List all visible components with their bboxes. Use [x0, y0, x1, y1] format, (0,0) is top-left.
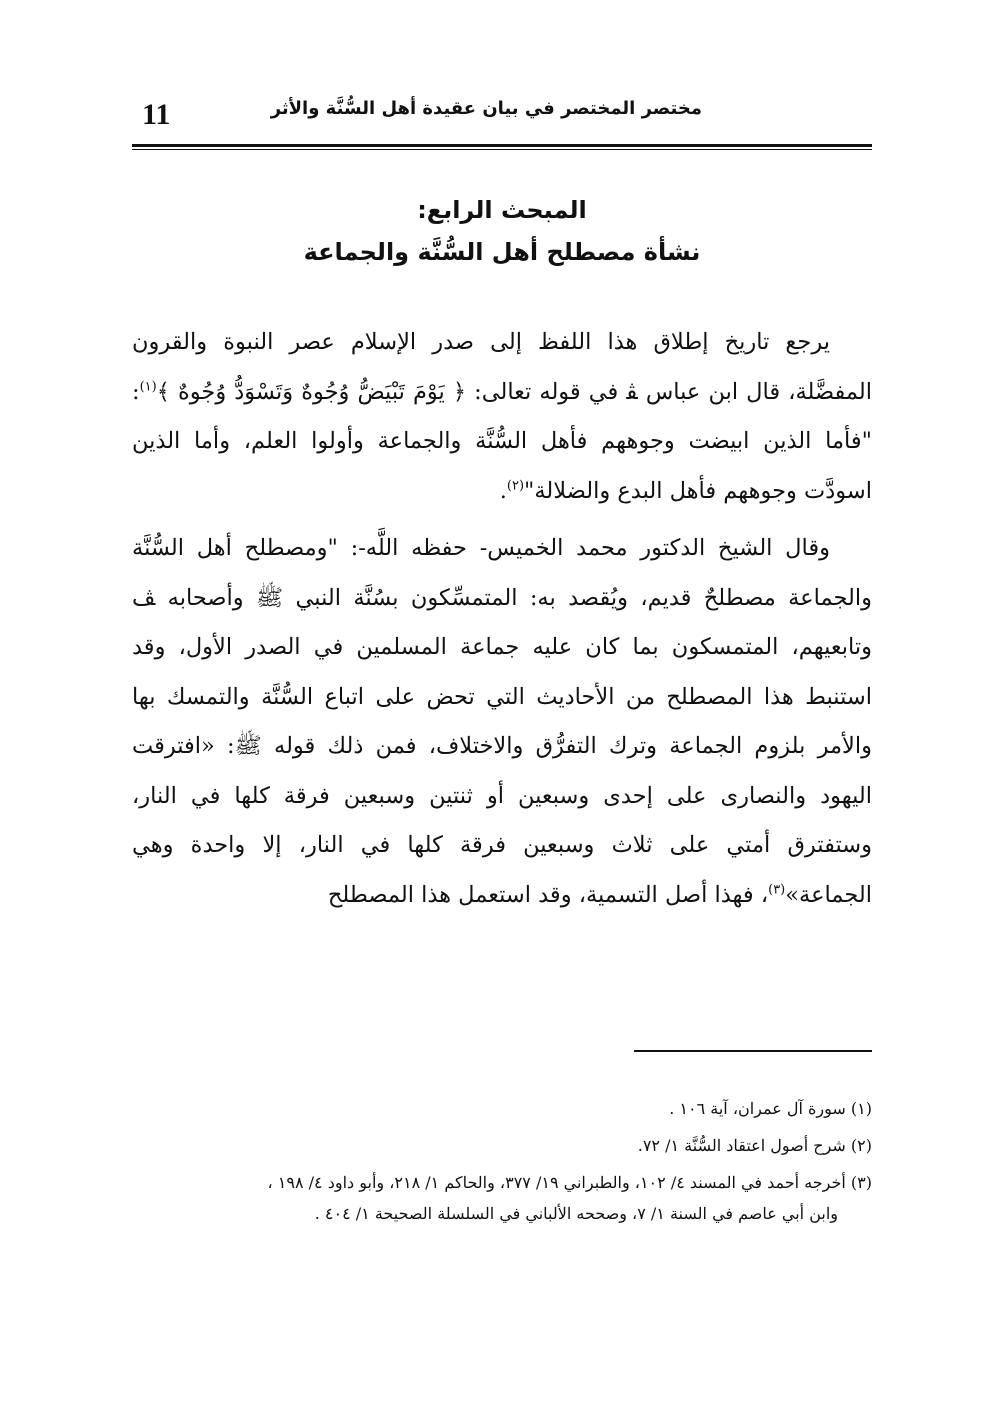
footnotes [132, 1093, 872, 1229]
footnote-ref-3: (٣) [768, 882, 786, 897]
page-header [132, 92, 872, 142]
footnote-2: (٢) شرح أصول اعتقاد السُّنَّة ١/ ٧٢. [637, 1136, 872, 1155]
paragraph-2-text-b: ، فهذا أصل التسمية، وقد استعمل هذا المصطلح [327, 881, 769, 908]
paragraph-1-text-a: يرجع تاريخ إطلاق هذا اللفظ إلى صدر الإسلام عصر النبوة والقرون المفضَّلة، قال ابن عباس ﭭ في قوله تعالى: ﴿ يَوْمَ تَبْيَضُّ وُجُوهٌ وَتَسْوَدُّ وُجُوهٌ ﴾ [132, 329, 872, 405]
footnote-ref-2: (٢) [506, 478, 525, 493]
footnote-3 [132, 1167, 872, 1229]
paragraph-1-text-c: . [499, 477, 507, 504]
paragraph-2 [132, 524, 872, 920]
body-text [132, 318, 872, 920]
section-title: المبحث الرابع: [417, 196, 587, 224]
page-number: 11 [142, 98, 171, 131]
running-title: مختصر المختصر في بيان عقيدة أهل السُّنَّة والأثر [270, 98, 702, 119]
section-subtitle: نشأة مصطلح أهل السُّنَّة والجماعة [303, 238, 701, 266]
footnote-1: (١) سورة آل عمران، آية ١٠٦ . [669, 1099, 872, 1118]
paragraph-1 [132, 318, 872, 516]
footnote-ref-1: (١) [139, 379, 157, 394]
paragraph-1-text-b: : "فأما الذين ابيضت وجوههم فأهل السُّنَّة والجماعة وأولوا العلم، وأما الذين اسودَّت وجوههم فأهل البدع والضلالة" [132, 378, 872, 504]
footnote-rule [634, 1050, 872, 1052]
footnote-3-line-1: (٣) أخرجه أحمد في المسند ٤/ ١٠٢، والطبراني ١٩/ ٣٧٧، والحاكم ١/ ٢١٨، وأبو داود ٤/ ١٩٨ ، [267, 1173, 872, 1192]
footnote-3-line-2: وابن أبي عاصم في السنة ١/ ٧، وصححه الألباني في السلسلة الصحيحة ١/ ٤٠٤ . [314, 1204, 838, 1223]
header-rule [132, 144, 872, 150]
paragraph-2-text-a: وقال الشيخ الدكتور محمد الخميس- حفظه اللَّه-: "ومصطلح أهل السُّنَّة والجماعة مصطلحٌ قديم، ويُقصد به: المتمسِّكون بسُنَّة النبي ﷺ وأصحابه ﭫ وتابعيهم، المتمسكون بما كان عليه جماعة المسلمين في الصدر الأول، وقد استنبط هذا المصطلح من الأحاديث التي تحض على اتباع السُّنَّة والتمسك بها والأمر بلزوم الجماعة وترك التفرُّق والاختلاف، فمن ذلك قوله ﷺ: «افترقت اليهود والنصارى على إحدى وسبعين أو ثنتين وسبعين فرقة كلها في النار، وستفترق أمتي على ثلاث وسبعين فرقة كلها في النار، إلا واحدة وهي الجماعة» [132, 535, 872, 908]
